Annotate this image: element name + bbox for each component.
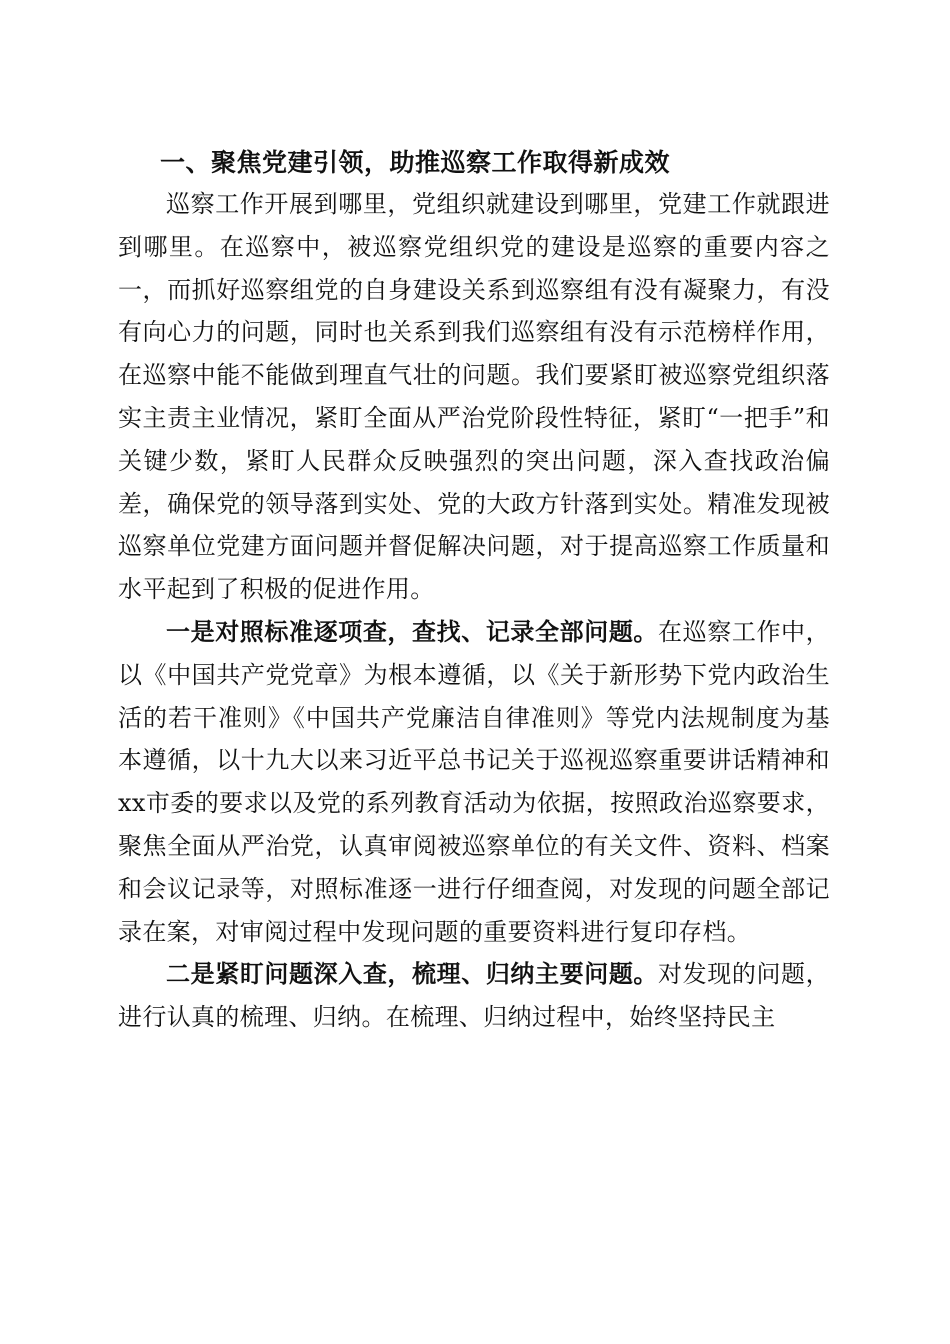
point-two-paragraph xyxy=(118,953,830,1039)
document-body xyxy=(118,143,830,1039)
section-heading: 一、聚焦党建引领，助推巡察工作取得新成效 xyxy=(160,148,671,177)
point-two-lead: 二是紧盯问题深入查，梳理、归纳主要问题。 xyxy=(166,959,659,989)
point-two-body: 对发现的问题，进行认真的梳理、归纳。在梳理、归纳过程中，始终坚持民主 xyxy=(118,960,831,1032)
point-one-body: 在巡察工作中，以《中国共产党党章》为根本遵循，以《关于新形势下党内政治生活的若干准则》《中国共产党廉洁自律准则》等党内法规制度为基本遵循，以十九大以来习近平总书记关于巡视巡察重要讲话精神和xx市委的要求以及党的系列教育活动为依据，按照政治巡察要求，聚焦全面从严治党，认真审阅被巡察单位的有关文件、资料、档案和会议记录等，对照标准逐一进行仔细查阅，对发现的问题全部记录在案，对审阅过程中发现问题的重要资料进行复印存档。 xyxy=(118,617,831,946)
point-one-lead: 一是对照标准逐项查，查找、记录全部问题。 xyxy=(166,616,659,646)
point-one-paragraph xyxy=(118,611,830,953)
intro-paragraph: 巡察工作开展到哪里，党组织就建设到哪里，党建工作就跟进到哪里。在巡察中，被巡察党组织党的建设是巡察的重要内容之一，而抓好巡察组党的自身建设关系到巡察组有没有凝聚力，有没有向心力的问题，同时也关系到我们巡察组有没有示范榜样作用，在巡察中能不能做到理直气壮的问题。我们要紧盯被巡察党组织落实主责主业情况，紧盯全面从严治党阶段性特征，紧盯“一把手”和关键少数，紧盯人民群众反映强烈的突出问题，深入查找政治偏差，确保党的领导落到实处、党的大政方针落到实处。精准发现被巡察单位党建方面问题并督促解决问题，对于提高巡察工作质量和水平起到了积极的促进作用。 xyxy=(118,190,830,604)
